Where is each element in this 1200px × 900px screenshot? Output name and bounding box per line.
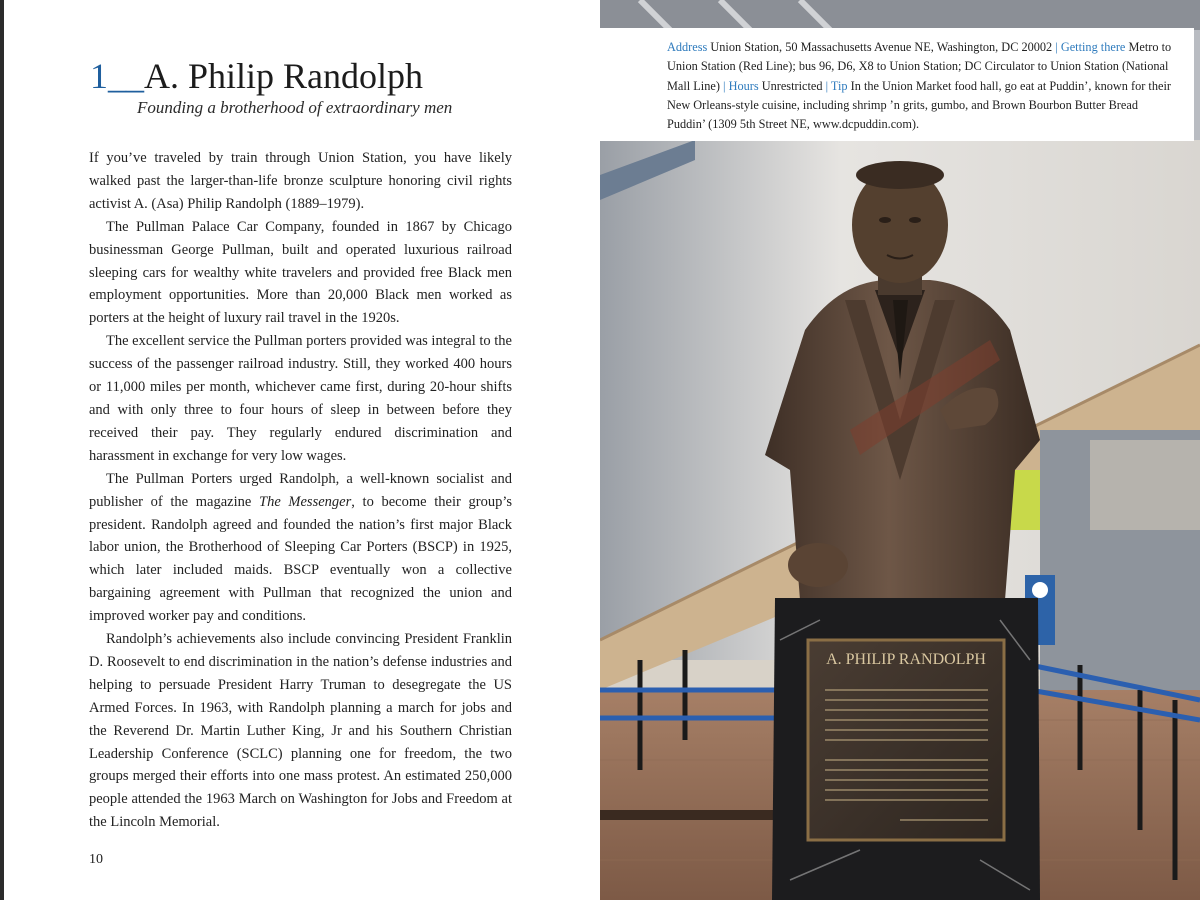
- getting-there-label: Getting there: [1060, 40, 1126, 54]
- info-separator: |: [723, 78, 726, 93]
- address-label: Address: [667, 40, 708, 54]
- right-page: [600, 0, 1200, 900]
- chapter-title-line: [90, 56, 570, 96]
- paragraph-4: [89, 468, 512, 628]
- tip-value: In the Union Market food hall, go eat at Puddin’, known for their New Orleans-style cuisine, including shrimp ’n grits, gumbo, and Brown Bourbon Butter Bread Puddin’ (1309 5th Street NE, www.dcpuddin.com).: [667, 78, 1171, 132]
- hours-label: Hours: [728, 78, 759, 93]
- chapter-number: 1: [90, 56, 108, 96]
- info-separator: |: [825, 78, 829, 93]
- body-text: [89, 147, 512, 834]
- paragraph-4-end: , to become their group’s president. Randolph agreed and founded the nation’s first major Black labor union, the Brotherhood of Sleeping Car Porters (BSCP) in 1925, which later included maids. BSCP eventually won a collective bargaining agreement with Pullman that recognized the union and improved worker pay and conditions.: [89, 493, 512, 625]
- chapter-heading: [90, 56, 570, 118]
- address-value: Union Station, 50 Massachusetts Avenue NE, Washington, DC 20002: [710, 40, 1053, 54]
- visitor-info-box: [600, 28, 1194, 141]
- hours-value: Unrestricted: [761, 78, 823, 93]
- tip-label: Tip: [830, 78, 848, 93]
- paragraph-2: The Pullman Palace Car Company, founded in 1867 by Chicago businessman George Pullman, built and operated luxurious railroad sleeping cars for wealthy white travelers and provided free Black men employment opportunities. More than 20,000 Black men worked as porters at the height of luxury rail travel in the 1920s.: [89, 218, 512, 327]
- paragraph-4-start: The Pullman Porters urged Randolph, a well-known socialist and publisher of the magazine: [89, 470, 512, 510]
- visitor-info-text: [667, 38, 1175, 134]
- paragraph-3: The excellent service the Pullman porters provided was integral to the success of the passenger railroad industry. Still, they worked 400 hours or 11,000 miles per month, whichever came first, during 20-hour shifts and with only three to four hours of sleep in between before they received their pay. They regularly endured discrimination and harassment in exchange for very low wages.: [89, 333, 512, 464]
- getting-there-value: Metro to Union Station (Red Line); bus 96, D6, X8 to Union Station; DC Circulator to Union Station (National Mall Line): [667, 40, 1172, 93]
- page-number: 10: [89, 852, 103, 867]
- chapter-separator: __: [108, 56, 144, 96]
- chapter-title: A. Philip Randolph: [144, 56, 424, 96]
- page-edge: [0, 0, 4, 900]
- plaque-title: A. PHILIP RANDOLPH: [826, 651, 986, 668]
- paragraph-5: Randolph’s achievements also include convincing President Franklin D. Roosevelt to end discrimination in the nation’s defense industries and helping to persuade President Harry Truman to desegregate the US Armed Forces. In 1963, with Randolph planning a march for jobs and the Reverend Dr. Martin Luther King, Jr and his Southern Christian Leadership Conference (SCLC) planning one for freedom, the two groups merged their efforts into one mass protest. An estimated 250,000 people attended the 1963 March on Washington for Jobs and Freedom at the Lincoln Memorial.: [89, 631, 512, 831]
- chapter-subtitle: Founding a brotherhood of extraordinary men: [137, 98, 453, 117]
- paragraph-1: If you’ve traveled by train through Union Station, you have likely walked past the larger-than-life bronze sculpture honoring civil rights activist A. (Asa) Philip Randolph (1889–1979).: [89, 150, 512, 212]
- magazine-title: The Messenger: [259, 493, 352, 510]
- info-separator: |: [1055, 40, 1058, 54]
